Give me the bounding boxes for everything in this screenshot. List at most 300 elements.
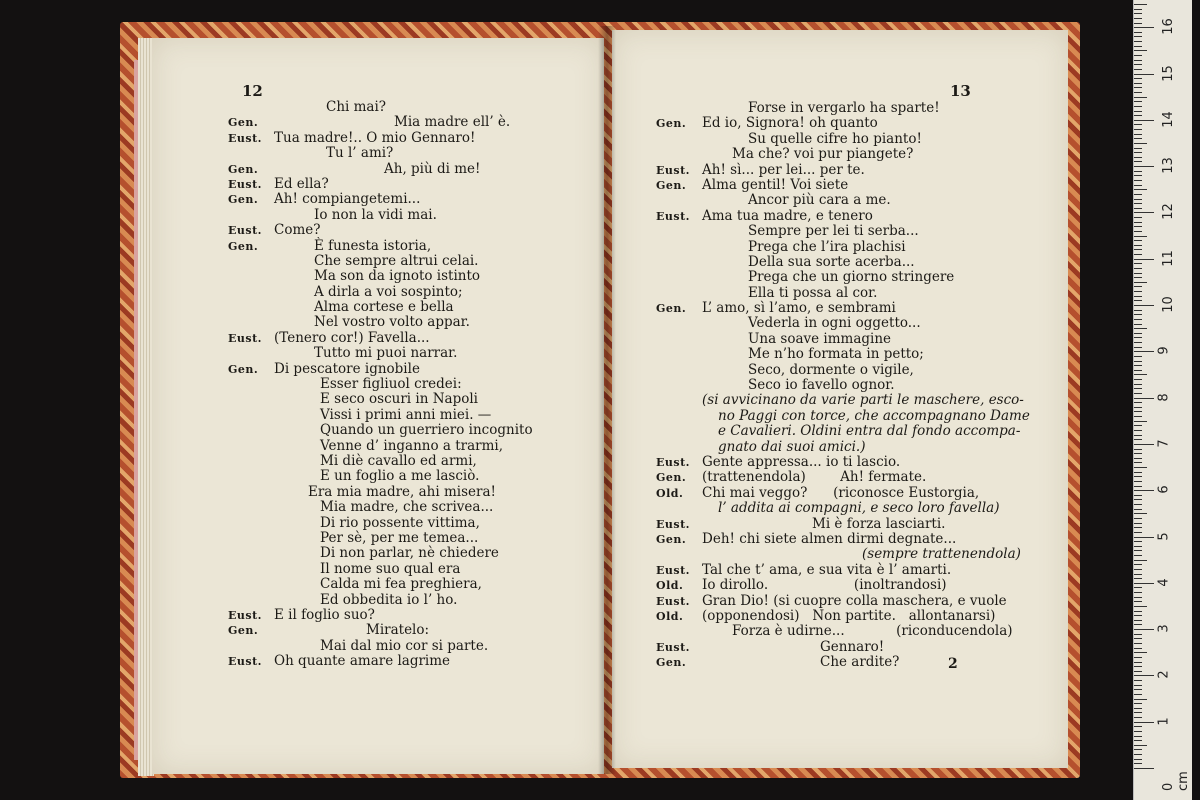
ruler-tick	[1134, 537, 1154, 538]
ruler-tick	[1134, 763, 1142, 764]
speaker-label: Eust.	[228, 331, 262, 345]
ruler-label: 16	[1160, 18, 1176, 35]
ruler-tick	[1134, 685, 1142, 686]
ruler-tick	[1134, 736, 1142, 737]
ruler-tick	[1134, 624, 1142, 625]
verse-text: Ancor più cara a me.	[748, 192, 891, 209]
ruler-tick	[1134, 92, 1142, 93]
verse-text: Mai dal mio cor si parte.	[320, 637, 489, 654]
ruler-tick	[1134, 472, 1142, 473]
ruler-tick	[1134, 18, 1142, 19]
speaker-label: Eust.	[656, 640, 690, 654]
ruler-tick	[1134, 527, 1142, 528]
ruler-tick	[1134, 175, 1142, 176]
ruler-tick	[1134, 129, 1142, 130]
ruler-tick	[1134, 74, 1154, 75]
text-line	[656, 270, 1030, 285]
ruler-tick	[1134, 134, 1142, 135]
text-line	[228, 485, 533, 500]
verse-text: Tutto mi puoi narrar.	[314, 345, 458, 362]
speaker-label: Eust.	[656, 455, 690, 469]
ruler-tick	[1134, 643, 1142, 644]
verse-text: Vissi i primi anni miei. —	[320, 406, 492, 423]
text-line	[228, 100, 533, 115]
verse-text: Mi diè cavallo ed armi,	[320, 452, 477, 469]
verse-text: Nel vostro volto appar.	[314, 314, 470, 331]
ruler-tick	[1134, 245, 1142, 246]
ruler-tick	[1134, 300, 1142, 301]
text-line	[228, 300, 533, 315]
ruler-tick	[1134, 69, 1142, 70]
ruler-label: 1	[1156, 717, 1172, 726]
ruler-label: 4	[1156, 578, 1172, 587]
verse-text: Ella ti possa al cor.	[748, 284, 878, 301]
ruler-tick	[1134, 185, 1142, 186]
text-line	[228, 562, 533, 577]
ruler-tick	[1134, 189, 1147, 190]
ruler-tick	[1134, 319, 1142, 320]
verse-text: Io non la vidi mai.	[314, 206, 437, 223]
verse-text: E il foglio suo?	[274, 606, 375, 623]
right-page-text	[656, 101, 1030, 670]
ruler-tick	[1134, 263, 1142, 264]
ruler-tick	[1134, 541, 1142, 542]
text-line	[656, 240, 1030, 255]
ruler-tick	[1134, 421, 1147, 422]
ruler-tick	[1134, 361, 1142, 362]
verse-text: (trattenendola) Ah! fermate.	[702, 469, 927, 486]
ruler-label: 2	[1156, 670, 1172, 680]
ruler-tick	[1134, 27, 1154, 28]
speaker-label: Old.	[656, 609, 684, 623]
text-line	[228, 315, 533, 330]
ruler-tick	[1134, 384, 1142, 385]
verse-text: Di non parlar, nè chiedere	[320, 545, 499, 562]
verse-text: Deh! chi siete almen dirmi degnate...	[702, 530, 957, 547]
text-line	[228, 500, 533, 515]
ruler-tick	[1134, 268, 1142, 269]
ruler-tick	[1134, 532, 1142, 533]
text-line	[656, 347, 1030, 362]
ruler-tick	[1134, 499, 1142, 500]
ruler-tick	[1134, 634, 1142, 635]
verse-text: Venne d’ inganno a trarmi,	[320, 437, 504, 454]
text-line	[656, 547, 1030, 562]
speaker-label: Gen.	[228, 362, 259, 376]
text-line	[656, 424, 1030, 439]
ruler-tick	[1134, 78, 1142, 79]
ruler-tick	[1134, 662, 1142, 663]
ruler-tick	[1134, 467, 1147, 468]
ruler-tick	[1134, 435, 1142, 436]
ruler-tick	[1134, 518, 1142, 519]
ruler-tick	[1134, 745, 1147, 746]
ruler-tick	[1134, 55, 1142, 56]
ruler-tick	[1134, 138, 1142, 139]
ruler-tick	[1134, 351, 1154, 352]
text-line	[228, 177, 533, 192]
verse-text: E un foglio a me lasciò.	[320, 468, 480, 485]
ruler-label: 12	[1160, 203, 1176, 221]
verse-text: È funesta istoria,	[314, 237, 432, 254]
text-line	[656, 363, 1030, 378]
ruler-tick	[1134, 208, 1142, 209]
ruler-tick	[1134, 648, 1142, 649]
verse-text: Una soave immagine	[748, 330, 892, 347]
ruler-tick	[1134, 161, 1142, 162]
verse-text: no Paggi con torce, che accompagnano Dame	[718, 407, 1030, 424]
verse-text: Alma cortese e bella	[314, 299, 454, 316]
speaker-label: Gen.	[656, 178, 687, 192]
verse-text: Che ardite?	[820, 654, 900, 671]
ruler-tick	[1134, 407, 1142, 408]
ruler-tick	[1134, 458, 1142, 459]
text-line	[656, 594, 1030, 609]
ruler-tick	[1134, 356, 1142, 357]
verse-text: Di pescatore ignobile	[274, 360, 420, 377]
ruler-tick	[1134, 324, 1142, 325]
ruler-tick	[1134, 717, 1142, 718]
ruler-tick	[1134, 388, 1142, 389]
ruler-tick	[1134, 291, 1142, 292]
ruler-tick	[1134, 703, 1142, 704]
text-line	[656, 101, 1030, 116]
speaker-label: Eust.	[228, 655, 262, 669]
verse-text: Io dirollo. (inoltrandosi)	[702, 577, 947, 594]
text-line	[228, 223, 533, 238]
ruler-label: 10	[1160, 296, 1176, 313]
ruler-tick	[1134, 314, 1142, 315]
speaker-label: Eust.	[228, 131, 262, 145]
ruler-label: 0 cm	[1161, 771, 1191, 791]
ruler-tick	[1134, 101, 1142, 102]
speaker-label: Eust.	[656, 594, 690, 608]
ruler-label: 5	[1156, 531, 1172, 541]
ruler-tick	[1134, 180, 1142, 181]
verse-text: Ama tua madre, e tenero	[702, 207, 873, 224]
ruler-label: 13	[1160, 157, 1176, 174]
ruler-tick	[1134, 166, 1154, 167]
text-line	[228, 269, 533, 284]
text-line	[228, 531, 533, 546]
ruler-tick	[1134, 286, 1142, 287]
speaker-label: Eust.	[228, 608, 262, 622]
ruler-tick	[1134, 592, 1142, 593]
ruler-tick	[1134, 476, 1142, 477]
verse-text: Ah! compiangetemi...	[274, 191, 421, 208]
ruler-tick	[1134, 453, 1142, 454]
ruler-label: 11	[1160, 249, 1176, 267]
speaker-label: Old.	[656, 486, 684, 500]
ruler-tick	[1134, 449, 1142, 450]
verse-text: Quando un guerriero incognito	[320, 422, 533, 439]
ruler-tick	[1134, 439, 1142, 440]
ruler-tick	[1134, 111, 1142, 112]
speaker-label: Gen.	[228, 116, 259, 130]
ruler-tick	[1134, 273, 1142, 274]
ruler-tick	[1134, 444, 1154, 445]
ruler-tick	[1134, 87, 1142, 88]
text-line	[656, 147, 1030, 162]
text-line	[228, 516, 533, 531]
speaker-label: Gen.	[228, 624, 259, 638]
verse-text: E seco oscuri in Napoli	[320, 391, 478, 408]
verse-text: Vederla in ogni oggetto...	[748, 315, 921, 332]
text-line	[228, 377, 533, 392]
ruler-tick	[1134, 365, 1142, 366]
ruler-tick	[1134, 305, 1154, 306]
ruler-tick	[1134, 4, 1147, 5]
ruler-tick	[1134, 203, 1142, 204]
ruler-tick	[1134, 486, 1142, 487]
verse-text: Prega che l’ira plachisi	[748, 238, 906, 255]
speaker-label: Gen.	[228, 162, 259, 176]
text-line	[656, 301, 1030, 316]
speaker-label: Gen.	[656, 656, 687, 670]
ruler-tick	[1134, 689, 1142, 690]
verse-text: Ah, più di me!	[384, 160, 481, 177]
ruler-tick	[1134, 569, 1142, 570]
text-line	[228, 593, 533, 608]
ruler-tick	[1134, 83, 1142, 84]
text-line	[228, 162, 533, 177]
text-line	[656, 640, 1030, 655]
ruler-tick	[1134, 574, 1142, 575]
ruler-tick	[1134, 495, 1142, 496]
ruler-tick	[1134, 32, 1142, 33]
speaker-label: Gen.	[228, 193, 259, 207]
ruler-tick	[1134, 416, 1142, 417]
ruler-tick	[1134, 9, 1142, 10]
ruler-tick	[1134, 347, 1142, 348]
verse-text: Forse in vergarlo ha sparte!	[748, 100, 940, 116]
ruler-tick	[1134, 546, 1142, 547]
ruler-label: 8	[1156, 392, 1172, 402]
verse-text: Seco, dormente o vigile,	[748, 361, 914, 378]
text-line	[656, 578, 1030, 593]
text-line	[656, 178, 1030, 193]
ruler-tick	[1134, 638, 1142, 639]
verse-text: Alma gentil! Voi siete	[702, 176, 849, 193]
ruler-tick	[1134, 759, 1142, 760]
ruler-label: 14	[1160, 111, 1176, 128]
speaker-label: Gen.	[656, 117, 687, 131]
speaker-label: Eust.	[656, 209, 690, 223]
ruler-tick	[1134, 64, 1142, 65]
ruler-tick	[1134, 259, 1154, 260]
ruler-tick	[1134, 115, 1142, 116]
ruler-tick	[1134, 601, 1142, 602]
text-line	[656, 655, 1030, 670]
right-page	[612, 30, 1068, 768]
speaker-label: Eust.	[656, 163, 690, 177]
ruler-tick	[1134, 249, 1142, 250]
text-line	[656, 209, 1030, 224]
ruler-label: 3	[1156, 624, 1172, 633]
ruler-tick	[1134, 606, 1147, 607]
ruler-tick	[1134, 708, 1142, 709]
speaker-label: Gen.	[656, 302, 687, 316]
verse-text: (opponendosi) Non partite. allontanarsi)	[702, 607, 996, 624]
signature-mark: 2	[948, 656, 958, 672]
verse-text: Ah! sì... per lei... per te.	[702, 161, 865, 178]
verse-text: Ma che? voi pur piangete?	[732, 146, 914, 163]
ruler-tick	[1134, 226, 1142, 227]
ruler-tick	[1134, 411, 1142, 412]
text-line	[656, 316, 1030, 331]
measuring-ruler	[1133, 0, 1192, 800]
text-line	[656, 455, 1030, 470]
text-line	[228, 546, 533, 561]
text-line	[228, 192, 533, 207]
text-line	[228, 454, 533, 469]
text-line	[228, 346, 533, 361]
ruler-tick	[1134, 731, 1142, 732]
text-line	[228, 408, 533, 423]
ruler-label: 15	[1160, 64, 1176, 82]
ruler-tick	[1134, 152, 1142, 153]
verse-text: Gran Dio! (si cuopre colla maschera, e vuole	[702, 592, 1007, 609]
ruler-tick	[1134, 652, 1147, 653]
verse-text: Sempre per lei ti serba...	[748, 223, 919, 240]
verse-text: Tu l’ ami?	[326, 145, 394, 162]
ruler-tick	[1134, 490, 1154, 491]
verse-text: Ed obbedita io l’ ho.	[320, 591, 458, 608]
text-line	[656, 132, 1030, 147]
verse-text: Mia madre ell’ è.	[394, 114, 511, 131]
speaker-label: Eust.	[656, 563, 690, 577]
text-line	[228, 146, 533, 161]
text-line	[228, 439, 533, 454]
speaker-label: Eust.	[228, 224, 262, 238]
left-page-text	[228, 100, 533, 669]
ruler-tick	[1134, 240, 1142, 241]
verse-text: e Cavalieri. Oldini entra dal fondo accompa-	[718, 423, 1021, 440]
ruler-tick	[1134, 462, 1142, 463]
verse-text: Come?	[274, 222, 321, 239]
ruler-tick	[1134, 666, 1142, 667]
speaker-label: Gen.	[656, 471, 687, 485]
verse-text: L’ amo, sì l’amo, e sembrami	[702, 300, 896, 317]
ruler-tick	[1134, 199, 1142, 200]
verse-text: Chi mai veggo? (riconosce Eustorgia,	[702, 484, 980, 501]
ruler-tick	[1134, 768, 1154, 769]
verse-text: l’ addita ai compagni, e seco loro favella)	[718, 500, 1000, 517]
speaker-label: Eust.	[228, 177, 262, 191]
text-line	[228, 654, 533, 669]
text-line	[228, 131, 533, 146]
text-line	[228, 392, 533, 407]
ruler-tick	[1134, 564, 1142, 565]
ruler-tick	[1134, 120, 1154, 121]
text-line	[656, 532, 1030, 547]
ruler-tick	[1134, 148, 1142, 149]
text-line	[656, 163, 1030, 178]
ruler-tick	[1134, 481, 1142, 482]
ruler-label: 7	[1156, 439, 1172, 448]
text-line	[656, 393, 1030, 408]
ruler-tick	[1134, 560, 1147, 561]
verse-text: (Tenero cor!) Favella...	[274, 329, 430, 346]
verse-text: Prega che un giorno stringere	[748, 269, 955, 286]
text-line	[228, 623, 533, 638]
text-line	[228, 423, 533, 438]
ruler-tick	[1134, 620, 1142, 621]
ruler-tick	[1134, 430, 1142, 431]
ruler-tick	[1134, 550, 1142, 551]
ruler-tick	[1134, 578, 1142, 579]
speaker-label: Eust.	[656, 517, 690, 531]
verse-text: Miratelo:	[366, 622, 430, 639]
verse-text: Era mia madre, ahi misera!	[308, 483, 496, 500]
page-number-right: 13	[950, 82, 971, 100]
text-line	[656, 116, 1030, 131]
verse-text: Di rio possente vittima,	[320, 514, 480, 531]
ruler-tick	[1134, 379, 1142, 380]
verse-text: Che sempre altrui celai.	[314, 252, 479, 269]
text-line	[656, 378, 1030, 393]
ruler-tick	[1134, 680, 1142, 681]
ruler-tick	[1134, 555, 1142, 556]
text-line	[656, 517, 1030, 532]
ruler-tick	[1134, 754, 1142, 755]
ruler-tick	[1134, 699, 1147, 700]
verse-text: Tua madre!.. O mio Gennaro!	[274, 129, 476, 146]
verse-text: Il nome suo qual era	[320, 560, 461, 577]
ruler-tick	[1134, 740, 1142, 741]
verse-text: Mia madre, che scrivea...	[320, 499, 494, 516]
book-spine	[598, 26, 616, 774]
text-line	[656, 440, 1030, 455]
text-line	[228, 254, 533, 269]
text-line	[656, 224, 1030, 239]
verse-text: Calda mi fea preghiera,	[320, 576, 482, 593]
ruler-label: 6	[1156, 485, 1172, 494]
verse-text: Tal che t’ ama, e sua vita è l’ amarti.	[702, 561, 952, 578]
ruler-tick	[1134, 296, 1142, 297]
text-line	[228, 577, 533, 592]
text-line	[228, 608, 533, 623]
text-line	[656, 255, 1030, 270]
verse-text: (si avvicinano da varie parti le maschere, esco-	[702, 392, 1024, 409]
ruler-tick	[1134, 231, 1142, 232]
text-line	[228, 115, 533, 130]
ruler-tick	[1134, 513, 1147, 514]
ruler-tick	[1134, 157, 1142, 158]
text-line	[656, 193, 1030, 208]
ruler-tick	[1134, 370, 1142, 371]
ruler-tick	[1134, 217, 1142, 218]
ruler-tick	[1134, 675, 1154, 676]
ruler-tick	[1134, 425, 1142, 426]
verse-text: (sempre trattenendola)	[862, 546, 1021, 563]
verse-text: Mi è forza lasciarti.	[812, 515, 946, 532]
verse-text: Ed io, Signora! oh quanto	[702, 115, 878, 132]
verse-text: Esser figliuol credei:	[320, 376, 462, 393]
ruler-tick	[1134, 337, 1142, 338]
ruler-tick	[1134, 523, 1142, 524]
ruler-tick	[1134, 194, 1142, 195]
ruler-tick	[1134, 222, 1142, 223]
text-line	[656, 563, 1030, 578]
verse-text: A dirla a voi sospinto;	[314, 283, 463, 300]
ruler-tick	[1134, 106, 1142, 107]
verse-text: Gennaro!	[820, 638, 885, 655]
ruler-tick	[1134, 671, 1142, 672]
text-line	[228, 639, 533, 654]
text-line	[228, 331, 533, 346]
verse-text: gnato dai suoi amici.)	[718, 438, 866, 455]
